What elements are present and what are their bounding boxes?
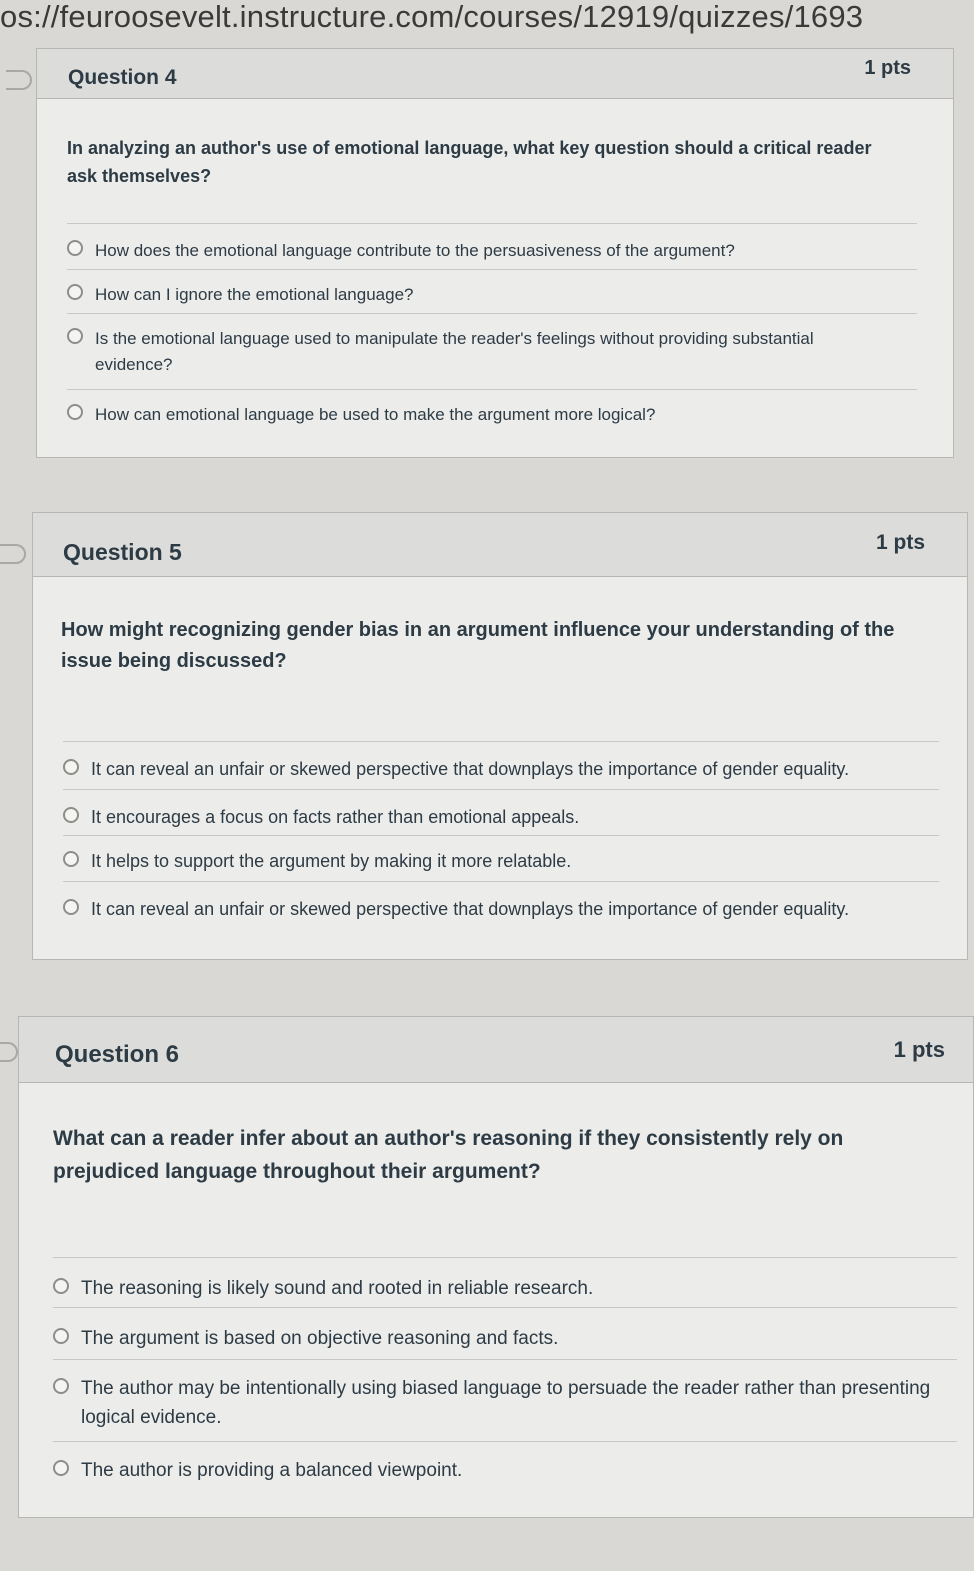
- radio-button[interactable]: [53, 1278, 69, 1294]
- answer-option[interactable]: [63, 741, 939, 789]
- answer-label: It can reveal an unfair or skewed perspective that downplays the importance of gender equality.: [91, 759, 850, 779]
- question-points: 1 pts: [864, 57, 911, 79]
- question-header: [19, 1017, 973, 1083]
- radio-button[interactable]: [53, 1378, 69, 1394]
- question-card-6: [18, 1016, 974, 1518]
- answer-option[interactable]: [67, 269, 917, 313]
- question-title: Question 6: [55, 1041, 180, 1068]
- answer-label: The author may be intentionally using biased language to persuade the reader rather than presenting logical evidence.: [81, 1378, 931, 1429]
- answer-label: The argument is based on objective reasoning and facts.: [81, 1328, 559, 1349]
- question-card-4: [36, 48, 954, 458]
- radio-button[interactable]: [53, 1460, 69, 1476]
- question-header: [33, 513, 967, 577]
- answer-option[interactable]: [53, 1359, 957, 1441]
- answer-label: The author is providing a balanced viewpoint.: [81, 1460, 463, 1481]
- radio-button[interactable]: [67, 284, 83, 300]
- answer-option[interactable]: [63, 789, 939, 835]
- answer-list: [53, 1257, 957, 1501]
- radio-button[interactable]: [67, 240, 83, 256]
- radio-button[interactable]: [63, 807, 79, 823]
- question-header: [37, 49, 953, 99]
- flag-question-icon[interactable]: [6, 70, 32, 90]
- answer-label: How does the emotional language contribute to the persuasiveness of the argument?: [95, 241, 735, 260]
- answer-label: How can emotional language be used to make the argument more logical?: [95, 405, 656, 424]
- question-text: In analyzing an author's use of emotional language, what key question should a critical reader ask themselves?: [67, 138, 872, 186]
- answer-label: Is the emotional language used to manipulate the reader's feelings without providing substantial evidence?: [95, 329, 814, 375]
- radio-button[interactable]: [63, 759, 79, 775]
- answer-option[interactable]: [53, 1257, 957, 1307]
- flag-question-icon[interactable]: [0, 1042, 18, 1062]
- question-title: Question 5: [63, 539, 182, 565]
- radio-button[interactable]: [53, 1328, 69, 1344]
- answer-label: It can reveal an unfair or skewed perspective that downplays the importance of gender equality.: [91, 899, 850, 919]
- question-card-5: [32, 512, 968, 960]
- answer-option[interactable]: [53, 1307, 957, 1359]
- answer-option[interactable]: [63, 881, 939, 941]
- question-text: What can a reader infer about an author's reasoning if they consistently rely on prejudiced language throughout their argument?: [53, 1127, 844, 1183]
- answer-option[interactable]: [63, 835, 939, 881]
- answer-option[interactable]: [67, 313, 917, 389]
- answer-label: It encourages a focus on facts rather than emotional appeals.: [91, 807, 580, 827]
- answer-option[interactable]: [67, 223, 917, 269]
- answer-list: [67, 223, 917, 439]
- radio-button[interactable]: [63, 899, 79, 915]
- address-bar-url[interactable]: os://feuroosevelt.instructure.com/courses/12919/quizzes/1693: [0, 0, 864, 34]
- answer-option[interactable]: [53, 1441, 957, 1501]
- radio-button[interactable]: [63, 851, 79, 867]
- question-text: How might recognizing gender bias in an argument influence your understanding of the issue being discussed?: [61, 619, 895, 672]
- answer-list: [63, 741, 939, 941]
- question-title: Question 4: [68, 66, 177, 89]
- answer-option[interactable]: [67, 389, 917, 439]
- question-points: 1 pts: [875, 531, 925, 554]
- answer-label: How can I ignore the emotional language?: [95, 285, 414, 304]
- radio-button[interactable]: [67, 328, 83, 344]
- answer-label: The reasoning is likely sound and rooted in reliable research.: [81, 1278, 594, 1299]
- radio-button[interactable]: [67, 404, 83, 420]
- answer-label: It helps to support the argument by making it more relatable.: [91, 851, 572, 871]
- flag-question-icon[interactable]: [0, 544, 26, 564]
- question-points: 1 pts: [893, 1037, 945, 1062]
